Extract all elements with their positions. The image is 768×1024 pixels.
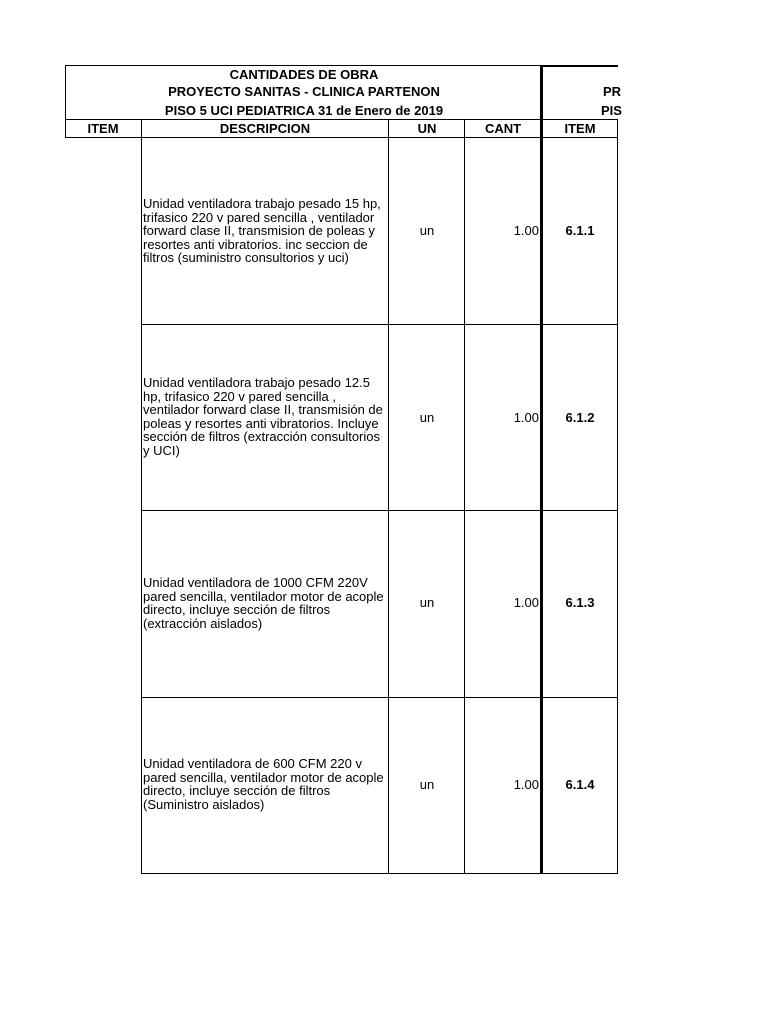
grid-h-row3 bbox=[141, 697, 618, 698]
row-1-cant: 1.00 bbox=[513, 223, 539, 238]
grid-v-right bbox=[617, 119, 618, 874]
row-3-item: 6.1.3 bbox=[565, 595, 595, 610]
grid-h-row1 bbox=[141, 324, 618, 325]
sheet-title: CANTIDADES DE OBRA bbox=[229, 67, 379, 82]
row-2-un: un bbox=[419, 410, 435, 425]
row-3-description: Unidad ventiladora de 1000 CFM 220V pared sencilla, ventilador motor de acople directo, incluye sección de filtros (extracción aislados) bbox=[143, 575, 384, 631]
grid-h-row4 bbox=[141, 873, 618, 874]
colhead-bottom-line bbox=[65, 137, 618, 138]
row-4-item: 6.1.4 bbox=[565, 777, 595, 792]
grid-v-desc bbox=[388, 119, 389, 874]
col-header-descripcion: DESCRIPCION bbox=[219, 121, 311, 136]
row-4-description: Unidad ventiladora de 600 CFM 220 v pared sencilla, ventilador motor de acople directo, incluye sección de filtros (Suministro aislados) bbox=[143, 756, 384, 812]
floor-date: PISO 5 UCI PEDIATRICA 31 de Enero de 2019 bbox=[164, 103, 444, 118]
project-name: PROYECTO SANITAS - CLINICA PARTENON bbox=[168, 84, 440, 99]
row-2-cant: 1.00 bbox=[513, 410, 539, 425]
row-3-un: un bbox=[419, 595, 435, 610]
grid-h-row2 bbox=[141, 510, 618, 511]
row-1-description: Unidad ventiladora trabajo pesado 15 hp, trifasico 220 v pared sencilla , ventilador forward clase II, transmision de poleas y resortes anti vibratorios. inc seccion de filtros (suministro consultorios y uci) bbox=[143, 196, 381, 265]
col-header-item: ITEM bbox=[87, 121, 119, 136]
right-header-fragment-2: PIS bbox=[601, 103, 622, 118]
col-header-cant: CANT bbox=[484, 121, 522, 136]
header-top-right-line bbox=[543, 65, 618, 67]
grid-v-un bbox=[464, 119, 465, 874]
grid-v-item bbox=[141, 119, 142, 874]
row-1-item: 6.1.1 bbox=[565, 223, 595, 238]
row-4-cant: 1.00 bbox=[513, 777, 539, 792]
right-header-fragment-1: PR bbox=[603, 84, 622, 99]
col-header-un: UN bbox=[417, 121, 437, 136]
col-header-item-right: ITEM bbox=[564, 121, 596, 136]
row-2-description: Unidad ventiladora trabajo pesado 12.5 hp, trifasico 220 v pared sencilla , ventilador forward clase II, transmisión de poleas y resortes anti vibratorios. Incluye sección de filtros (extracción consultorios y UCI) bbox=[143, 375, 383, 458]
row-4-un: un bbox=[419, 777, 435, 792]
row-2-item: 6.1.2 bbox=[565, 410, 595, 425]
row-3-cant: 1.00 bbox=[513, 595, 539, 610]
row-1-un: un bbox=[419, 223, 435, 238]
grid-v-thick bbox=[540, 65, 543, 874]
colhead-top-line bbox=[65, 119, 618, 120]
